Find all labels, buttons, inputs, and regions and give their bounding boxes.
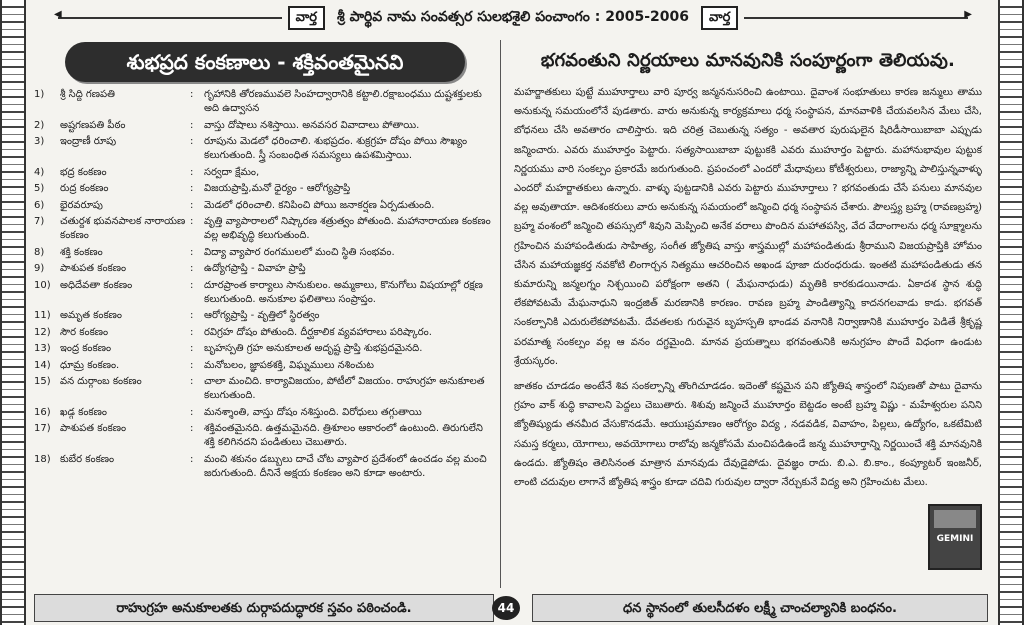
row-number: 6) [34,199,45,211]
article-paragraph-1: మహర్జాతకులు పుట్టే ముహూర్తాలు వారి పూర్వ జన్మననుసరించి ఉంటాయి. దైవాంశ సంభూతులు కారణ జన్ములు తాము అనుకున్న సమయంలోనే పుడతారు. వారు అనుకున్న కార్యక్రమాలు ధర్మ సంస్థాపన, మానవాళికి చేయవలసిన మేలు చేసి, బోధనలు చేసి అవతారం చాలిస్తారు. ఇది చరిత్ర చెబుతున్న సత్యం - అవతార పురుషులైన షిరిడీసాయిబాబా ఎప్పుడు జన్మించారు. ఎవరు ముహూర్తం పెట్టారు. సత్యసాయిబాబా పుట్టుకకి ఎవరు ముహూర్తం పెట్టారు. మహానుభావుల పుట్టుక నిర్ణయము వారి సంకల్పం ప్రకారమే జరుగుతుంది. ప్రపంచంలో ఎందరో మేధావులు కోటీశ్వరులు, రాజ్యాన్ని పాలిస్తున్నవాళ్ళు ఎందరో మహర్జాతకులు ఉన్నారు. వాళ్ళు పుట్టడానికి ఎవరు పెట్టారు ముహూర్తాలు ? భగవంతుడు చేసే పనులు మానవుల వల్ల అవుతాయా. ఆదిశంకరులు వారు అనుకున్న సమయంలో జన్మించి ధర్మ సంస్థాపన చేశారు. పౌలస్త్య బ్రహ్మ (రావణబ్రహ్మ) బ్రహ్మ వంశంలో జన్మించి తపస్సులో శివుని మెప్పించి అనేక వరాలు పొందిన మహాతపస్వి, వేద వేదాంగాలను ధర్మ సూక్ష్మాలను గ్రహించిన మహాపండితుడు సాహిత్య, సంగీత జ్యోతిష వాస్తు శాస్త్రముల్లో మహాపండితుడు శ్రీరాముని విజయప్రాప్తికి హోమం చేసిన మహాయజ్ఞకర్త నవకోటి లింగార్చన నిత్యము ఆచరించిన అఖండ పూజా దురంధరుడు. ఇంతటి మహాపండితుడు తన కుమారున్ని జన్మలగ్నం నిశ్చయించి పరోక్షంగా అతని ( మేఘనాధుడు) మృతికి కారకుడయినాడు. ఏకాదశ స్థాన శుద్ధి లేకపోవటమే మేఘనాధుని ఇంద్రజిత్ మరణానికి కారణం. రావణ బ్రహ్మ పాండిత్యాన్ని కాదనగలవాడు కాడు. భగవత్ సంకల్పానికి ఎదురులేకపోవటమే. దేవతలకు గురువైన బృహస్పతి భాండవ వనానికి నిర్వాణానికి ముహూర్తం పెడితే శ్రీకృష్ణ పరమాత్మ సంకల్పం వల్ల ఆ వనం దగ్ధమైంది. మానవ ప్రయత్నాలు భగవంతునికి అనుగ్రహం పొందే విధంగా ఉండుట శ్రేయస్కరం. [514,87,982,367]
row-number: 15) [34,376,51,387]
row-colon: : [190,246,194,258]
kankanam-list [34,88,496,481]
row-colon: : [190,453,194,465]
row-number: 3) [34,136,45,147]
row-description: దూరప్రాంత కార్యాలు సానుకులం. అమ్మకాలు, కొనుగోలు విషయాల్లో రక్షణ కలుగుతుంది. అనుకూల ఫలితాలు సంప్రాప్తం. [204,279,483,305]
page-header [58,4,968,32]
gemini-ad-label: GEMINI [936,534,974,544]
row-colon: : [190,423,194,434]
kankanam-row [34,262,496,276]
left-column [34,36,496,592]
row-description: మనశ్శాంతి, వాస్తు దోషం నశిస్తుంది. విరోధులు తగ్గుతాయి [204,406,422,418]
header-logo-left: వార్త [288,6,325,30]
row-name: అష్టగణపతి పీఠం [60,119,126,131]
row-description: బృహస్పతి గ్రహ అనుకూలత అదృష్ట ప్రాప్తి శుభప్రదమైనది. [204,343,423,354]
row-name: అధిదేవతా కంకణం [60,279,133,291]
row-number: 17) [34,423,51,434]
row-name: పాశుపత కంకణం [60,263,127,274]
row-description: రవిగ్రహ దోషం పోతుంది. దీర్ఘకాలిక వ్యవహారాలు పరిష్కారం. [204,326,432,338]
header-arrow-left [58,17,282,19]
row-description: శక్తివంతమైనది. ఉత్తమమైనది. త్రిశూలం ఆకారంలో ఉంటుంది. తిరుగులేని శక్తి కలిగినదని పండితులు చెబుతారు. [204,423,483,448]
kankanam-row [34,182,496,196]
row-name: కుబేర కంకణం [60,453,115,465]
kankanam-row [34,453,496,481]
row-colon: : [190,310,194,321]
row-colon: : [190,166,194,178]
row-name: ఖడ్గ కంకణం [60,406,107,418]
kankanam-row [34,422,496,450]
row-description: మంచి శకునం డబ్బులు దాచే చోట వ్యాపార ప్రదేశంలో ఉంచడం వల్ల మంచి జరుగుతుంది. దీనినే అక్షయ కంకణం అని కూడా అంటారు. [204,453,487,479]
row-description: ఆరోగ్యప్రాప్తి - వృత్తిలో స్థిరత్వం [204,310,320,321]
kankanam-row [34,246,496,260]
row-name: సౌర కంకణం [60,326,109,338]
row-description: సర్వదా క్షేమం, [204,166,260,178]
decorative-border-left [0,0,26,625]
row-number: 16) [34,406,51,418]
decorative-border-right [998,0,1024,625]
row-number: 1) [34,89,45,100]
row-colon: : [190,89,194,100]
row-colon: : [190,376,194,387]
column-divider [500,40,501,588]
row-colon: : [190,263,194,274]
article-paragraph-2: జాతకం చూడడం అంటేనే శివ సంకల్పాన్ని తొంగిచూడడం. ఇదెంతో కష్టమైన పని జ్యోతిష శాస్త్రంలో నిపుణతో పాటు దైవాను గ్రహం వాక్ శుద్ధి కావాలని పెద్దలు చెబుతారు. శిశువు జన్మించే ముహూర్తం బెట్టడం అంటే బ్రహ్మ విష్ణు - మహేశ్వరుల పనిని జ్యోతిష్యుడు తనమీద వేసుకొనడమే. ఆయుఃప్రమాణం ఆరోగ్యం విద్య , నడవడిక, వివాహం, పిల్లలు, ఉద్యోగం, ఒకటేమిటి సమస్త కర్మలు, యోగాలు, అవయోగాలు రాబోవు జన్మకోసమే మంచిపడిఉండే జన్మ ముహూర్తాన్ని నిర్ణయించే శక్తి మానవునికి ఉండదు. జ్యోతిషం తెలిసినంత మాత్రాన మానవుడు దేవుడైపోడు. దైవజ్ఞం రాదు. బి.ఎ. బి.కాం., కంప్యూటర్ ఇంజనీర్, లాంటి చదువుల లాగానే జ్యోతిష శాస్త్రం కూడా చదివి గురువుల ద్వారా నేర్చుకునే విద్య అని గ్రహించుట మేలు. [514,381,982,489]
row-number: 2) [34,119,45,131]
row-number: 13) [34,343,51,354]
row-number: 8) [34,246,45,258]
row-name: చతుర్దశ భువనపాలక నారాయణ కంకణం [60,216,186,241]
row-description: ఉద్యోగప్రాప్తి - వివాహ ప్రాప్తి [204,263,306,274]
kankanam-row [34,406,496,420]
kankanam-row [34,326,496,340]
row-description: గృహానికి తోరణమువలె సింహద్వారానికి కట్టాలి.రక్షాబంధము దుష్టశక్తులకు అది ఉద్వాసన [204,89,482,114]
row-name: భద్ర కంకణం [60,166,107,178]
row-name: భైరవరూపు [60,199,103,211]
row-description: రూపును మెడలో ధరించాలి. శుభప్రదం. శుక్రగ్రహ దోషం పోయి సౌఖ్యం కలుగుతుంది. స్త్రీ సంబంధిత సమస్యలు ఉపశమిస్తాయి. [204,136,468,161]
row-colon: : [190,136,194,147]
row-number: 18) [34,453,51,465]
kankanam-row [34,279,496,307]
row-colon: : [190,199,194,211]
kankanam-row [34,199,496,213]
row-name: రుద్ర కంకణం [60,183,109,194]
row-number: 10) [34,279,51,291]
row-colon: : [190,359,194,371]
row-colon: : [190,279,194,291]
row-number: 4) [34,166,45,178]
row-name: శక్తి కంకణం [60,246,103,258]
row-description: వాస్తు దోషాలు నశిస్తాయి. అనవసర వివాదాలు పోతాయి. [204,119,420,131]
header-arrow-right [744,17,968,19]
row-name: అమృత కంకణం [60,310,122,321]
row-description: విద్యా వ్యాపార రంగములలో మంచి స్థితి సంభవం. [204,246,395,258]
row-number: 14) [34,359,51,371]
header-logo-right: వార్త [701,6,738,30]
row-name: ధూమ్ర కంకణం. [60,359,120,371]
page-number: 44 [492,596,520,620]
kankanam-row [34,119,496,133]
kankanam-row [34,166,496,180]
kankanam-row [34,135,496,163]
row-number: 11) [34,310,51,321]
row-name: ఇంద్రాణీ రూపు [60,136,117,147]
row-number: 5) [34,183,45,194]
row-colon: : [190,216,194,227]
kankanam-row [34,88,496,116]
kankanam-row [34,342,496,356]
row-colon: : [190,343,194,354]
row-colon: : [190,326,194,338]
row-number: 7) [34,216,45,227]
row-colon: : [190,183,194,194]
kankanam-row [34,309,496,323]
row-description: విజయప్రాప్తి,మనో ధైర్యం - ఆరోగ్యప్రాప్తి [204,183,351,194]
row-number: 12) [34,326,51,338]
left-banner: శుభప్రద కంకణాలు - శక్తివంతమైనవి [65,42,465,82]
kankanam-row [34,375,496,403]
row-colon: : [190,406,194,418]
footer-right: ధన స్థానంలో తులసీదళం లక్ష్మీ చాంచల్యానికి బంధనం. [532,594,988,622]
right-column [508,36,988,592]
row-number: 9) [34,263,45,274]
row-description: వృత్తి వ్యాపారాలలో నిష్కారణ శత్రుత్వం పోతుంది. మహానారాయణ కంకణం వల్ల అభివృద్ధి కలుగుతుంది. [204,216,491,241]
row-description: మెడలో ధరించాలి. కనిపించి పోయి జనాకర్షణ ఏర్పడుతుంది. [204,199,435,211]
footer-left: రాహుగ్రహ అనుకూలతకు దుర్గాపదుద్ధారక స్తవం పఠించండి. [34,594,494,622]
row-description: మనోబలం, జ్ఞాపకశక్తి, విఘ్నములు నశించుట [204,359,374,371]
right-heading: భగవంతుని నిర్ణయాలు మానవునికి సంపూర్ణంగా తెలియవు. [540,50,956,71]
kankanam-row [34,359,496,373]
header-title: శ్రీ పార్థివ నామ సంవత్సర సులభశైలి పంచాంగం : 2005-2006 [337,8,689,25]
row-name: ఇంద్ర కంకణం [60,343,112,354]
row-colon: : [190,119,194,131]
row-name: వన దుర్గాంబ కంకణం [60,376,142,387]
row-name: పాశుపత కంకణం [60,423,127,434]
gemini-ad-image [928,504,982,570]
row-description: చాలా మంచిది. కార్యావిజయం, పోటీలో విజయం. రాహుగ్రహ అనుకూలత కలుగుతుంది. [204,376,485,401]
gemini-ad-graphic [934,510,976,528]
kankanam-row [34,215,496,243]
row-name: శ్రీ సిద్ది గణపతి [60,89,115,100]
